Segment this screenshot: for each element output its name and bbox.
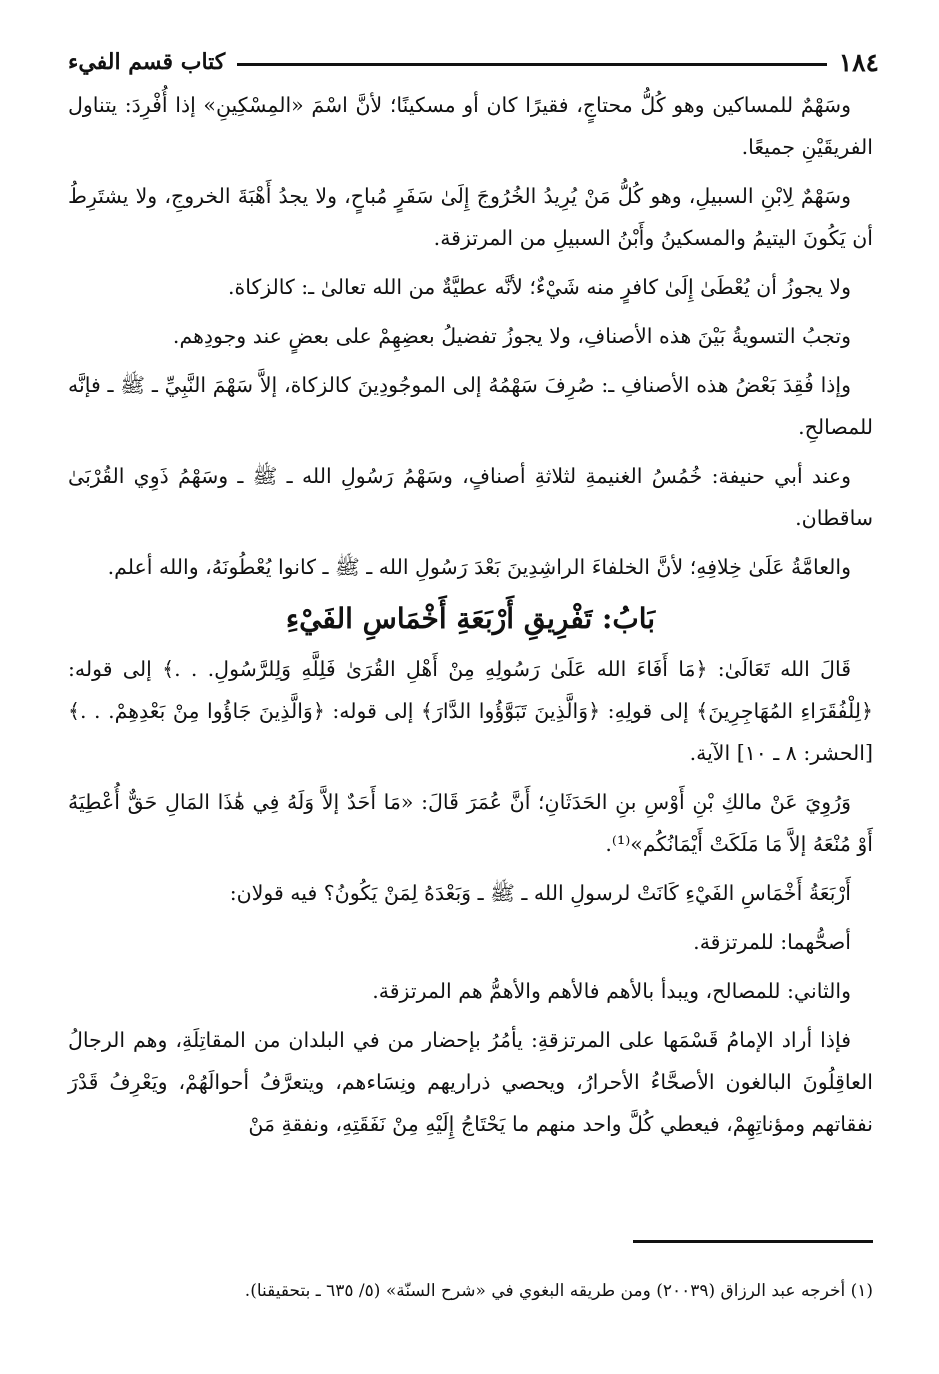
paragraph: وعند أبي حنيفة: خُمُسُ الغنيمةِ لثلاثةِ أصنافٍ، وسَهْمُ رَسُولِ الله ـ ﷺ ـ وسَهْمُ ذَوِي القُرْبَىٰ ساقطان. <box>68 464 873 530</box>
paragraph: أصحُّهما: للمرتزقة. <box>693 930 851 954</box>
paragraph: والثاني: للمصالح، ويبدأ بالأهم فالأهم والأهمُّ هم المرتزقة. <box>372 979 851 1003</box>
running-header <box>68 46 879 78</box>
main-text <box>68 84 873 1152</box>
paragraph: ولا يجوزُ أن يُعْطَىٰ إِلَىٰ كافرٍ منه شَيْءٌ؛ لأنَّه عطيَّةٌ من الله تعالىٰ ـ: كالزكاة. <box>227 275 851 299</box>
paragraph: وإذا فُقِدَ بَعْضُ هذه الأصنافِ ـ: صُرِفَ سَهْمُهُ إلى الموجُودِينَ كالزكاة، إلاَّ سَهْمَ النَّبِيِّ ـ ﷺ ـ فإنَّه للمصالحِ. <box>68 373 873 439</box>
paragraph: وسَهْمٌ لِابْنِ السبيلِ، وهو كُلُّ مَنْ يُرِيدُ الخُرُوجَ إِلَىٰ سَفَرٍ مُباحٍ، ولا يجدُ أَهْبَةَ الخروجِ، ولا يشتَرِطُ أن يَكُونَ اليتيمُ والمسكينُ وأَبْنُ السبيلِ من المرتزقة. <box>68 184 873 250</box>
paragraph: أَرْبَعَةُ أَخْمَاسِ الفَيْءِ كَانَتْ لرسولِ الله ـ ﷺ ـ وَبَعْدَهُ لِمَنْ يَكُونُ؟ فيه قولان: <box>229 881 851 905</box>
paragraph: وسَهْمٌ للمساكين وهو كُلُّ محتاجٍ، فقيرًا كان أو مسكينًا؛ لأنَّ اسْمَ «المِسْكِينِ» إذا أُفْرِدَ: يتناول الفريقَيْنِ جميعًا. <box>68 93 873 159</box>
paragraph: قَالَ الله تَعَالَىٰ: ﴿مَا أَفَاءَ الله عَلَىٰ رَسُولِهِ مِنْ أَهْلِ القُرَىٰ فَلِلَّهِ وَلِلرَّسُولِ. . .﴾ إلى قوله: ﴿لِلْفُقَرَاءِ المُهَاجِرِينَ﴾ إلى قولِهِ: ﴿وَالَّذِينَ تَبَوَّؤُوا الدَّارَ﴾ إلى قوله: ﴿وَالَّذِينَ جَاؤُوا مِنْ بَعْدِهِمْ. . .﴾ [الحشر: ٨ ـ ١٠] الآية. <box>68 657 873 765</box>
paragraph: وتجبُ التسويةُ بَيْنَ هذه الأصنافِ، ولا يجوزُ تفضيلُ بعضِهِمْ على بعضٍ عند وجودِهم. <box>172 324 851 348</box>
paragraph: وَرُوِيَ عَنْ مالكِ بْنِ أَوْسِ بنِ الحَدَثَانِ؛ أَنَّ عُمَرَ قَالَ: «مَا أَحَدٌ إلاَّ وَلَهُ فِي هَٰذَا المَالِ حَقٌّ أُعْطِيَهُ أَوْ مُنْعَهُ إلاَّ مَا مَلَكَتْ أَيْمَانُكُم»⁽¹⁾. <box>68 790 873 856</box>
header-rule <box>237 63 826 66</box>
paragraph: فإذا أراد الإمامُ قَسْمَها على المرتزقةِ: يأمُرُ بإحضار من في البلدان من المقاتِلَةِ، وهم الرجالُ العاقِلُونَ البالغون الأصحَّاءُ الأحرارُ، ويحصي ذراريهم ونِسَاءهم، ويتعرَّفُ أحوالَهُمْ، ويَعْرِفُ قَدْرَ نفقاتهم ومؤناتِهِمْ، فيعطي كُلَّ واحد منهم ما يَحْتَاجُ إِلَيْهِ مِنْ نَفَقَتِهِ، ونفقةِ مَنْ <box>68 1028 873 1136</box>
page-number: ١٨٤ <box>838 47 879 77</box>
paragraph: والعامَّةُ عَلَىٰ خِلافِهِ؛ لأنَّ الخلفاءَ الراشِدِينَ بَعْدَ رَسُولِ الله ـ ﷺ ـ كانوا يُعْطُونَهُ، والله أعلم. <box>107 555 851 579</box>
book-title: كتاب قسم الفيء <box>68 49 226 75</box>
footnote: (١) أخرجه عبد الرزاق (٢٠٠٣٩) ومن طريقه البغوي في «شرح السنّة» (٥/ ٦٣٥ ـ بتحقيقنا). <box>244 1281 873 1301</box>
chapter-title: بَابُ: تَفْرِيقِ أَرْبَعَةِ أَخْمَاسِ الفَيْءِ <box>285 602 656 635</box>
footnote-rule <box>633 1240 873 1243</box>
